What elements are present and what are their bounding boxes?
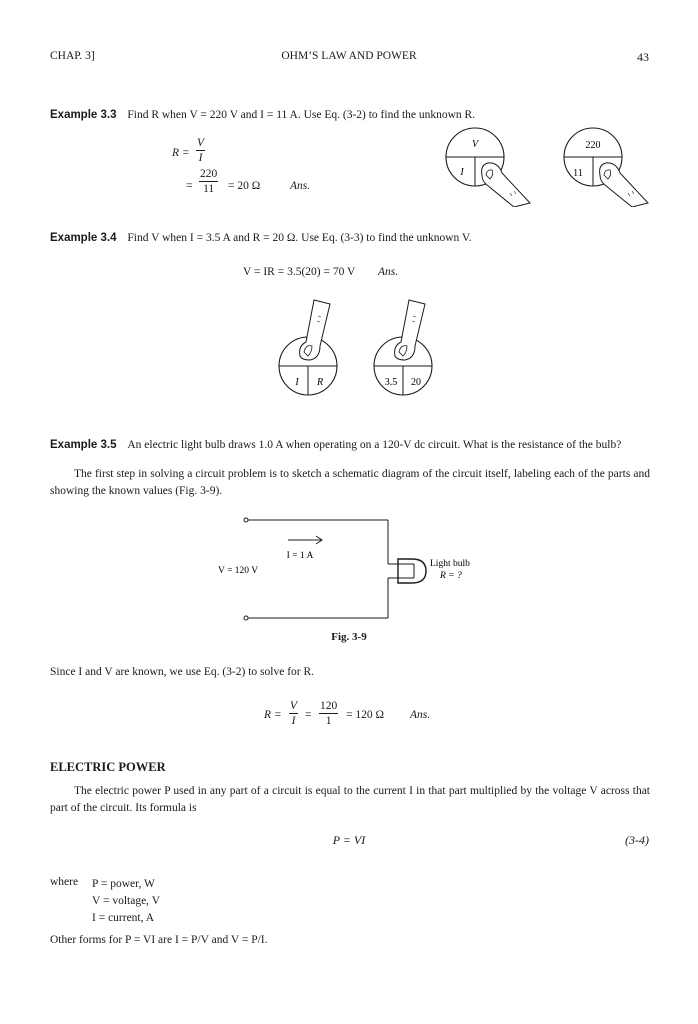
example-3-4-label: Example 3.4 xyxy=(50,232,117,244)
example-3-4-equation xyxy=(243,266,398,278)
circle2-top-label: 220 xyxy=(585,140,601,151)
example-3-3-label: Example 3.3 xyxy=(50,109,117,121)
calc-v: V xyxy=(290,700,298,712)
ohms-law-circle-ir-numeric xyxy=(365,296,445,400)
definitions-list xyxy=(92,876,160,927)
voltage-label: V = 120 V xyxy=(218,566,259,576)
light-bulb-icon xyxy=(398,559,426,583)
example-3-5-paragraph: The first step in solving a circuit problem is to sketch a schematic diagram of the circuit itself, labeling each of the parts and showing the known values (Fig. 3-9). xyxy=(50,468,650,497)
pointing-finger-icon xyxy=(482,163,530,207)
definition-power: P = power, W xyxy=(92,878,155,890)
example-3-3-result: = 20 Ω xyxy=(228,180,261,192)
example-3-3-fraction-symbolic xyxy=(196,136,205,165)
power-paragraph: The electric power P used in any part of a circuit is equal to the current I in that part multiplied by the voltage V across that part of the circuit. Its formula is xyxy=(50,785,650,814)
example-3-3-denominator: 11 xyxy=(203,183,215,195)
example-3-3-fraction-numeric xyxy=(199,167,218,196)
circle3-left-label: I xyxy=(295,377,299,388)
ohms-law-circle-symbolic xyxy=(440,125,540,207)
definition-current: I = current, A xyxy=(92,912,155,924)
example-3-5-statement xyxy=(50,437,650,454)
resistance-label: R = ? xyxy=(440,571,462,581)
example-3-5-label: Example 3.5 xyxy=(50,439,117,451)
circle3-right-label: R xyxy=(316,377,324,388)
calc-equals: = xyxy=(305,709,312,721)
example-3-3-text: Find R when V = 220 V and I = 11 A. Use Eq. (3-2) to find the unknown R. xyxy=(127,109,476,121)
example-3-3-numerator: 220 xyxy=(200,168,218,180)
circle1-left-label: I xyxy=(460,167,464,178)
example-3-4-statement xyxy=(50,230,650,247)
example-3-4-text: Find V when I = 3.5 A and R = 20 Ω. Use Eq. (3-3) to find the unknown V. xyxy=(127,232,472,244)
example-3-4-formula: V = IR = 3.5(20) = 70 V xyxy=(243,266,356,278)
pointing-finger-icon xyxy=(600,163,648,207)
circle4-right-label: 20 xyxy=(411,377,421,388)
circuit-schematic xyxy=(200,508,500,632)
calc-r-eq: R = xyxy=(264,709,282,721)
page-number: 43 xyxy=(637,50,649,64)
figure-caption: Fig. 3-9 xyxy=(331,631,367,643)
circle2-left-label: 11 xyxy=(573,168,583,179)
current-arrow-icon xyxy=(288,536,322,544)
definition-voltage: V = voltage, V xyxy=(92,895,161,907)
calc-fraction-numeric xyxy=(319,699,338,728)
example-3-3-statement xyxy=(50,107,650,124)
example-3-3-v: V xyxy=(197,137,205,149)
pointing-finger-icon xyxy=(395,300,425,360)
where-label: where xyxy=(50,876,79,888)
example-3-3-i: I xyxy=(198,152,203,164)
calc-ans: Ans. xyxy=(410,709,431,721)
example-3-3-ans: Ans. xyxy=(290,180,311,192)
chapter-label: CHAP. 3] xyxy=(50,50,95,62)
calc-fraction-symbolic xyxy=(289,699,298,728)
section-heading: ELECTRIC POWER xyxy=(50,760,166,774)
equation-number: (3-4) xyxy=(625,833,649,847)
example-3-5-text: An electric light bulb draws 1.0 A when operating on a 120-V dc circuit. What is the resistance of the bulb? xyxy=(127,439,622,451)
example-3-3-equals: = xyxy=(186,180,193,192)
current-label: I = 1 A xyxy=(286,551,314,561)
running-title: OHM’S LAW AND POWER xyxy=(281,50,417,62)
since-sentence: Since I and V are known, we use Eq. (3-2) to solve for R. xyxy=(50,666,315,678)
example-3-3-r-eq: R = xyxy=(172,147,190,159)
pointing-finger-icon xyxy=(300,300,330,360)
circle4-left-label: 3.5 xyxy=(384,377,398,388)
calc-result: = 120 Ω xyxy=(346,709,385,721)
example-3-4-ans: Ans. xyxy=(377,266,399,278)
calc-i: I xyxy=(291,715,296,727)
ohms-law-circle-ir xyxy=(270,296,350,400)
calc-numerator: 120 xyxy=(320,700,338,712)
calc-denominator: 1 xyxy=(325,715,332,727)
ohms-law-circle-numeric xyxy=(560,125,660,207)
power-formula: P = VI xyxy=(332,833,366,847)
bulb-label: Light bulb xyxy=(430,559,470,569)
circle1-top-label: V xyxy=(471,139,479,150)
other-forms: Other forms for P = VI are I = P/V and V = P/I. xyxy=(50,934,268,946)
